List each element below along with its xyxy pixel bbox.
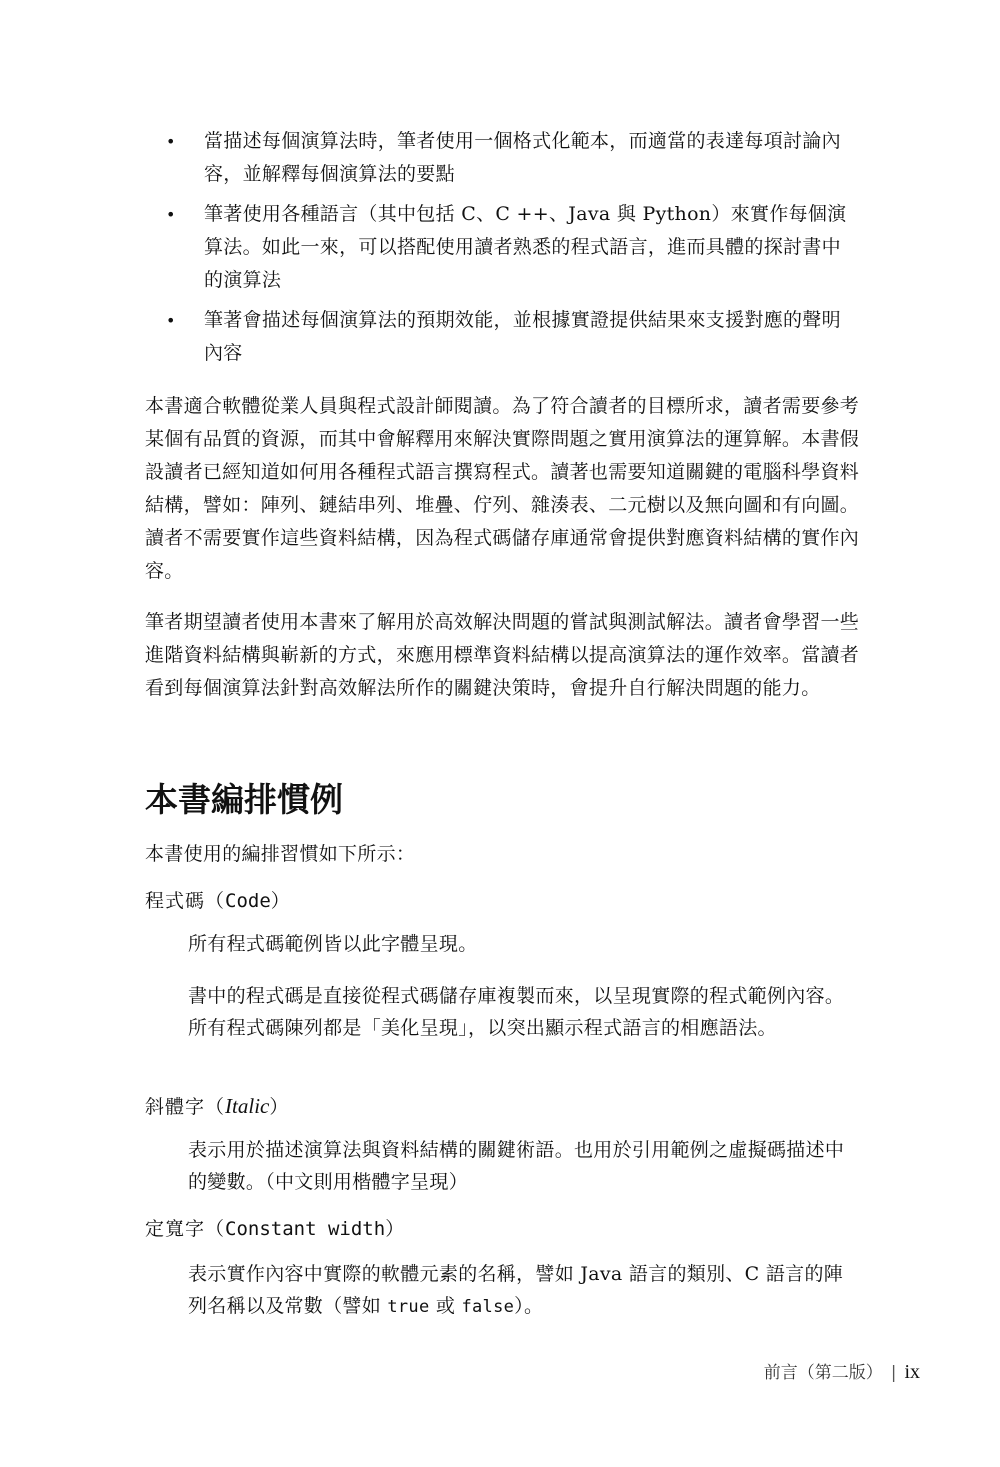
bullet-marker: • xyxy=(166,132,176,151)
footer-label: 前言（第二版） xyxy=(763,1363,883,1383)
desc-text: ）。 xyxy=(514,1295,544,1317)
desc-text: 或 xyxy=(429,1295,462,1317)
convention-term-italic xyxy=(145,1090,289,1123)
bullet-marker: • xyxy=(166,205,176,224)
bullet-marker: • xyxy=(166,311,176,330)
paren-close: ） xyxy=(385,1218,406,1240)
goals-paragraph: 筆者期望讀者使用本書來了解用於高效解決問題的嘗試與測試解法。讀者會學習一些進階資料結構與嶄新的方式，來應用標準資料結構以提高演算法的運作效率。當讀者看到每個演算法針對高效解法所作的關鍵決策時，會提升自行解決問題的能力。 xyxy=(145,611,860,699)
term-label: 定寬字 xyxy=(145,1218,206,1240)
term-latin: Italic xyxy=(225,1094,270,1118)
audience-paragraph: 本書適合軟體從業人員與程式設計師閱讀。為了符合讀者的目標所求，讀者需要參考某個有品質的資源，而其中會解釋用來解決實際問題之實用演算法的運算解。本書假設讀者已經知道如何用各種程式語言撰寫程式。讀著也需要知道關鍵的電腦科學資料結構，譬如：陣列、鏈結串列、堆疊、佇列、雜湊表、二元樹以及無向圖和有向圖。讀者不需要實作這些資料結構，因為程式碼儲存庫通常會提供對應資料結構的實作內容。 xyxy=(145,395,860,582)
paren-close: ） xyxy=(269,1096,290,1118)
footer-separator: | xyxy=(890,1363,897,1383)
convention-desc-code-1: 所有程式碼範例皆以此字體呈現。 xyxy=(188,933,478,955)
convention-desc-italic: 表示用於描述演算法與資料結構的關鍵術語。也用於引用範例之虛擬碼描述中的變數。（中文則用楷體字呈現） xyxy=(188,1139,845,1193)
bullet-text: 筆著會描述每個演算法的預期效能，並根據實證提供結果來支援對應的聲明內容 xyxy=(204,309,841,364)
paren-close: ） xyxy=(270,890,291,912)
code-true: true xyxy=(387,1297,430,1317)
bullet-item xyxy=(160,198,860,297)
bullet-item xyxy=(160,304,860,370)
page-number: ix xyxy=(904,1361,920,1383)
convention-desc-code-2: 書中的程式碼是直接從程式碼儲存庫複製而來，以呈現實際的程式範例內容。所有程式碼陳列都是「美化呈現」，以突出顯示程式語言的相應語法。 xyxy=(188,985,845,1039)
conventions-intro: 本書使用的編排習慣如下所示： xyxy=(145,843,416,865)
term-label: 程式碼 xyxy=(145,890,206,912)
feature-bullet-list xyxy=(160,125,860,377)
code-false: false xyxy=(461,1297,515,1317)
convention-desc-constant xyxy=(188,1258,860,1323)
section-heading: 本書編排慣例 xyxy=(145,780,343,819)
convention-term-constant xyxy=(145,1213,405,1245)
bullet-item xyxy=(160,125,860,191)
desc-text: 表示實作內容中實際的軟體元素的名稱，譬如 Java 語言的類別、C 語言的陣列名稱以及常數（譬如 xyxy=(188,1263,844,1317)
page-footer xyxy=(764,1356,920,1389)
paren-open: （ xyxy=(205,1096,226,1118)
paren-open: （ xyxy=(205,1218,226,1240)
term-latin: Constant width xyxy=(225,1218,386,1240)
term-label: 斜體字 xyxy=(145,1096,206,1118)
bullet-text: 當描述每個演算法時，筆者使用一個格式化範本，而適當的表達每項討論內容，並解釋每個演算法的要點 xyxy=(204,130,841,185)
paren-open: （ xyxy=(205,890,226,912)
convention-term-code xyxy=(145,885,291,917)
term-latin: Code xyxy=(225,890,271,912)
bullet-text: 筆著使用各種語言（其中包括 C、C ++、Java 與 Python）來實作每個演算法。如此一來，可以搭配使用讀者熟悉的程式語言，進而具體的探討書中的演算法 xyxy=(204,203,847,291)
